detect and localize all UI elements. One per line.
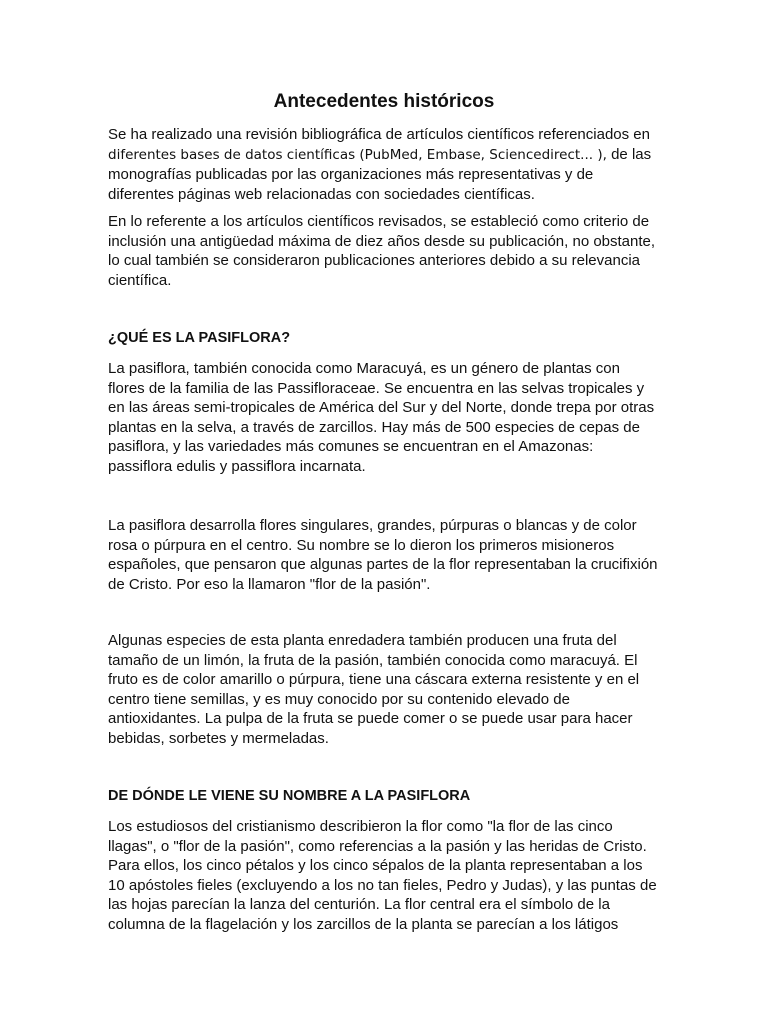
text-line: diferentes páginas web relacionadas con sociedades científicas. <box>108 185 535 203</box>
intro-paragraph-2 <box>108 212 668 290</box>
text-line: monografías publicadas por las organizaciones más representativas y de <box>108 166 594 184</box>
text-line: Algunas especies de esta planta enredadera también producen una fruta del <box>108 632 617 649</box>
text-line: columna de la flagelación y los zarcillos de la planta se parecían a los látigos <box>108 915 619 933</box>
section-heading: ¿QUÉ ES LA PASIFLORA? <box>108 330 291 346</box>
section2-paragraph-1 <box>108 817 668 935</box>
text-line: llagas", o "flor de la pasión", como referencias a la pasión y las heridas de Cristo. <box>108 837 647 855</box>
text-line: pasiflora, y las variedades más comunes se encuentran en el Amazonas: <box>108 438 594 456</box>
text-line: centro tiene semillas, y es muy conocido por su contenido elevado de <box>108 690 570 708</box>
section1-paragraph-3 <box>108 631 668 749</box>
section1-paragraph-1 <box>108 359 668 477</box>
text-line: flores de la familia de las Passifloraceae. Se encuentra en las selvas tropicales y <box>108 379 645 397</box>
text-line: La pasiflora desarrolla flores singulares, grandes, púrpuras o blancas y de color <box>108 517 637 534</box>
text-line: Se ha realizado una revisión bibliográfica de artículos científicos referenciados en <box>108 126 650 143</box>
text-line: en las áreas semi-tropicales de América del Sur y del Norte, donde trepa por otras <box>108 399 655 417</box>
section1-paragraph-2 <box>108 516 668 594</box>
text-line: las hojas parecían la lanza del centurión. La flor central era el símbolo de la <box>108 896 610 914</box>
text-line: lo cual también se consideraron publicaciones anteriores debido a su relevancia <box>108 252 640 270</box>
text-line <box>108 145 668 166</box>
section-heading: DE DÓNDE LE VIENE SU NOMBRE A LA PASIFLORA <box>108 788 471 804</box>
text-line: de Cristo. Por eso la llamaron "flor de la pasión". <box>108 575 431 593</box>
text-line: En lo referente a los artículos científicos revisados, se estableció como criterio de <box>108 213 650 230</box>
text-line-segment: de las <box>606 145 652 163</box>
text-line: 10 apóstoles fieles (excluyendo a los no tan fieles, Pedro y Judas), y las puntas de <box>108 876 657 894</box>
intro-paragraph-1 <box>108 125 668 204</box>
text-line-segment: diferentes bases de datos científicas (PubMed, Embase, Sciencedirect... ), <box>108 146 607 163</box>
text-line: españoles, que pensaron que algunas partes de la flor representaban la crucifixión <box>108 556 658 574</box>
text-line: bebidas, sorbetes y mermeladas. <box>108 729 329 747</box>
document-title: Antecedentes históricos <box>273 91 495 112</box>
text-line: tamaño de un limón, la fruta de la pasión, también conocida como maracuyá. El <box>108 651 638 669</box>
text-line: Los estudiosos del cristianismo describieron la flor como "la flor de las cinco <box>108 818 613 835</box>
text-line: Para ellos, los cinco pétalos y los cinco sépalos de la planta representaban a los <box>108 857 643 875</box>
text-line: fruto es de color amarillo o púrpura, tiene una cáscara externa resistente y en el <box>108 671 640 689</box>
text-line: passiflora edulis y passiflora incarnata. <box>108 457 366 475</box>
text-line: antioxidantes. La pulpa de la fruta se puede comer o se puede usar para hacer <box>108 710 633 728</box>
text-line: inclusión una antigüedad máxima de diez años desde su publicación, no obstante, <box>108 232 656 250</box>
text-line: La pasiflora, también conocida como Maracuyá, es un género de plantas con <box>108 360 620 377</box>
text-line: plantas en la selva, a través de zarcillos. Hay más de 500 especies de cepas de <box>108 418 640 436</box>
text-line: científica. <box>108 271 172 289</box>
text-line: rosa o púrpura en el centro. Su nombre se lo dieron los primeros misioneros <box>108 536 615 554</box>
